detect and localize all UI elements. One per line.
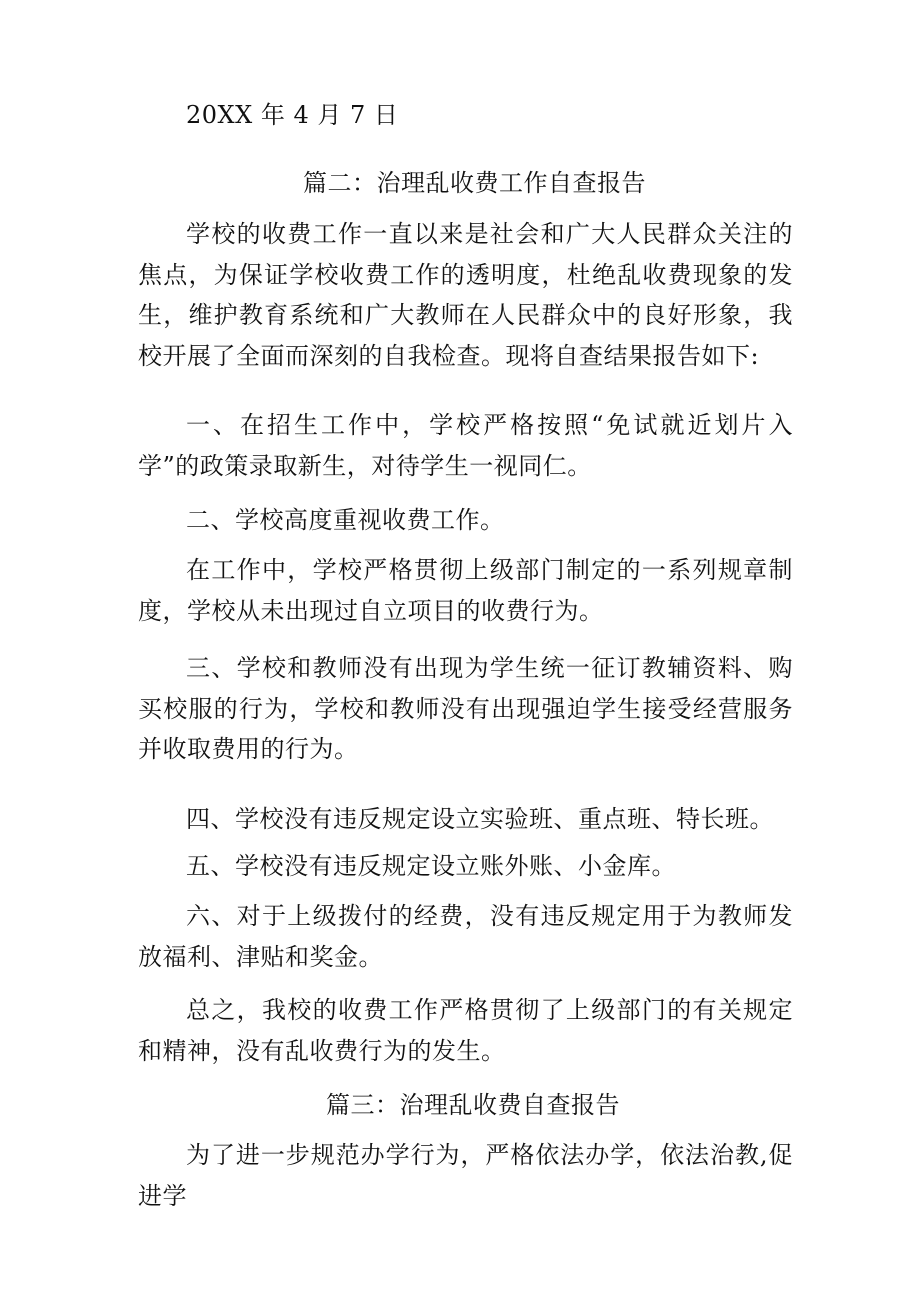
- paragraph: 三、学校和教师没有出现为学生统一征订教辅资料、购买校服的行为，学校和教师没有出现强迫学生接受经营服务并收取费用的行为。: [138, 654, 793, 763]
- date-line: 20XX 年 4 月 7 日: [186, 101, 399, 129]
- paragraph: 为了进一步规范办学行为，严格依法办学，依法治教,促进学: [138, 1141, 793, 1210]
- paragraph: 在工作中，学校严格贯彻上级部门制定的一系列规章制度，学校从未出现过自立项目的收费行为。: [138, 556, 793, 625]
- section-title-2: 篇二：治理乱收费工作自查报告: [303, 169, 646, 197]
- paragraph: 学校的收费工作一直以来是社会和广大人民群众关注的焦点，为保证学校收费工作的透明度，杜绝乱收费现象的发生，维护教育系统和广大教师在人民群众中的良好形象，我校开展了全面而深刻的自我检查。现将自查结果报告如下:: [138, 220, 793, 370]
- paragraph: 一、在招生工作中，学校严格按照“免试就近划片入学”的政策录取新生，对待学生一视同仁。: [138, 411, 793, 480]
- paragraph: 二、学校高度重视收费工作。: [186, 506, 505, 534]
- paragraph: 总之，我校的收费工作严格贯彻了上级部门的有关规定和精神，没有乱收费行为的发生。: [138, 996, 793, 1065]
- section-title-3: 篇三：治理乱收费自查报告: [326, 1091, 620, 1119]
- paragraph: 六、对于上级拨付的经费，没有违反规定用于为教师发放福利、津贴和奖金。: [138, 902, 793, 971]
- paragraph: 四、学校没有违反规定设立实验班、重点班、特长班。: [186, 805, 774, 833]
- paragraph: 五、学校没有违反规定设立账外账、小金库。: [186, 852, 676, 880]
